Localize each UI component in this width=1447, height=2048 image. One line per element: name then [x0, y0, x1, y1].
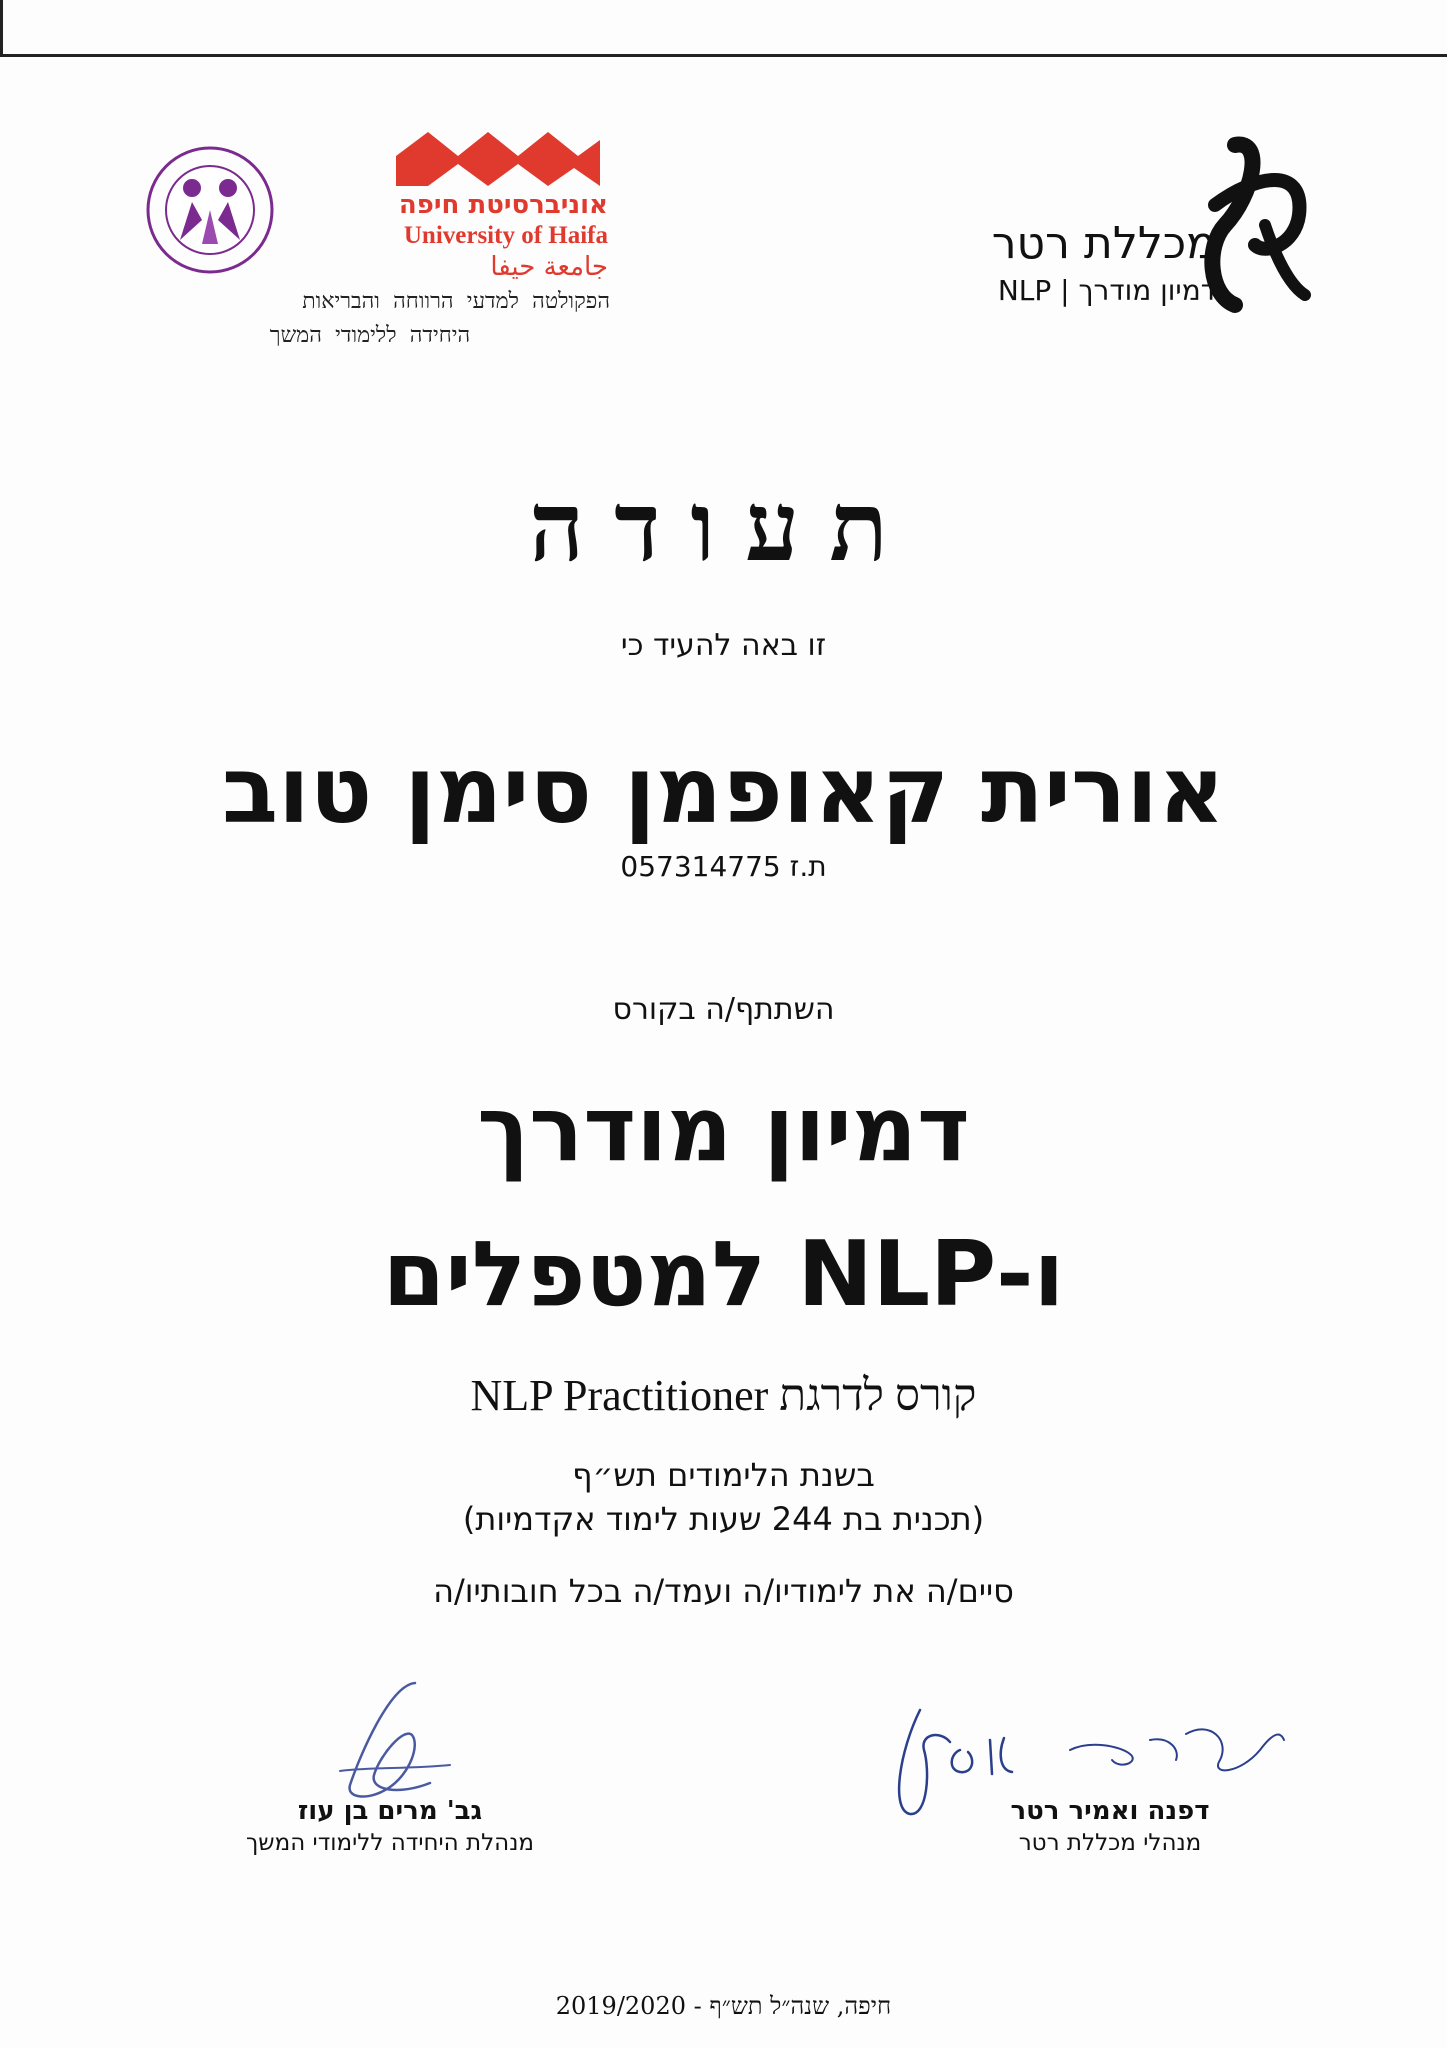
- participated-line: השתתף/ה בקורס: [612, 992, 835, 1027]
- handwritten-signature-icon: [320, 1675, 470, 1815]
- course-level: קורס לדרגת NLP Practitioner: [470, 1371, 977, 1420]
- university-name-english: University of Haifa: [403, 222, 608, 249]
- signatory-right-role: מנהלי מכללת רטר: [1018, 1830, 1202, 1856]
- course-name-line1: דמיון מודרך: [477, 1077, 970, 1182]
- place-and-date: חיפה, שנה״ל תש״ף - 2019/2020: [555, 1992, 892, 2020]
- program-hours: (תכנית בת 244 שעות לימוד אקדמיות): [462, 1500, 985, 1538]
- certificate-title: תעודה: [529, 470, 918, 583]
- faculty-name: הפקולטה למדעי הרווחה והבריאות: [302, 289, 610, 314]
- course-name-line2: ו-NLP למטפלים: [382, 1222, 1065, 1327]
- attest-line: זו באה להעיד כי: [620, 628, 827, 663]
- completion-statement: סיים/ה את לימודיו/ה ועמד/ה בכל חובותיו/ה: [433, 1572, 1014, 1610]
- academic-year: בשנת הלימודים תש״ף: [572, 1456, 875, 1494]
- university-name-arabic: جامعة حيفا: [490, 252, 608, 282]
- faculty-badge-icon: [140, 140, 280, 280]
- scan-edge-line: [0, 0, 3, 56]
- signatory-left-name: גב' מרים בן עוז: [297, 1796, 483, 1826]
- signatory-right-name: דפנה ואמיר רטר: [1010, 1796, 1210, 1826]
- recipient-id: ת.ז 057314775: [620, 850, 827, 883]
- university-name-hebrew: אוניברסיטת חיפה: [398, 190, 608, 220]
- unit-name: היחידה ללימודי המשך: [269, 323, 471, 348]
- college-name: מכללת רטר: [991, 218, 1216, 269]
- recipient-name: אורית קאופמן סימן טוב: [222, 737, 1225, 844]
- scan-edge-line: [0, 54, 1447, 57]
- signatory-left-role: מנהלת היחידה ללימודי המשך: [245, 1830, 535, 1856]
- college-subtitle: NLP | דמיון מודרך: [997, 274, 1216, 307]
